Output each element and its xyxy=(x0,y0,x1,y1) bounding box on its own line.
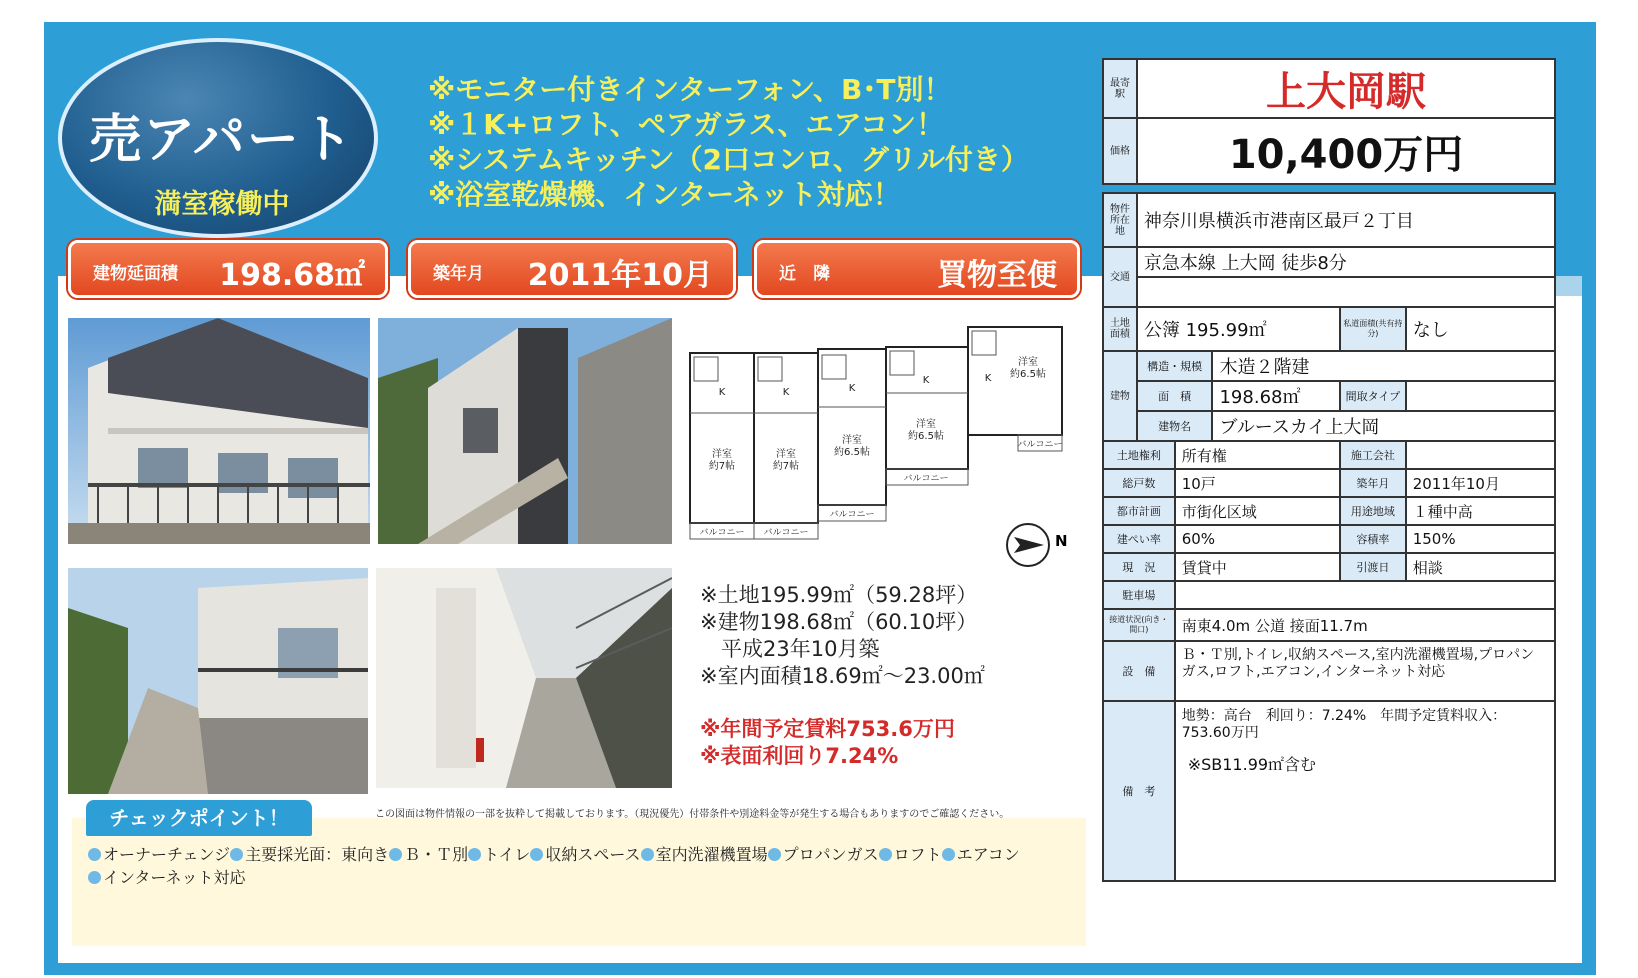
checkpoint-title: チェックポイント！ xyxy=(86,800,312,836)
compass-north-label: N xyxy=(1055,532,1068,550)
spec-item: 平成23年10月築 xyxy=(700,637,880,661)
private-road-label: 私道面積(共有持分) xyxy=(1340,307,1406,351)
room-size: 約7帖 xyxy=(772,461,800,472)
built-label: 築年月 xyxy=(1340,469,1406,497)
building-name-value: ブルースカイ上大岡 xyxy=(1212,411,1555,441)
land-rights-value: 所有権 xyxy=(1175,441,1340,469)
handover-label: 引渡日 xyxy=(1340,553,1406,581)
transport-extra xyxy=(1137,277,1555,307)
price-value: 10,400万円 xyxy=(1137,118,1555,184)
balcony-label: バルコニー xyxy=(829,510,875,520)
highlight-built xyxy=(408,240,736,298)
balcony-label: バルコニー xyxy=(1017,440,1063,450)
highlight-label: 築年月 xyxy=(433,264,484,284)
city-plan-label: 都市計画 xyxy=(1103,497,1175,525)
equipment-value: Ｂ・Ｔ別,トイレ,収納スペース,室内洗濯機置場,プロパンガス,ロフト,エアコン,インターネット対応 xyxy=(1175,641,1555,701)
checkpoint-item: インターネット対応 xyxy=(103,868,246,887)
checkpoint-item: オーナーチェンジ xyxy=(103,845,231,864)
transport-value: 京急本線 上大岡 徒歩8分 xyxy=(1137,247,1555,277)
checkpoint-item: 室内洗濯機置場 xyxy=(655,845,768,864)
nearest-station: 上大岡駅 xyxy=(1137,59,1555,118)
equipment-label: 設 備 xyxy=(1103,641,1175,701)
area-label: 面 積 xyxy=(1137,381,1213,411)
far-value: 150% xyxy=(1406,525,1555,553)
room-size: 約6.5帖 xyxy=(834,447,870,458)
land-area-label: 土地面積 xyxy=(1103,307,1137,351)
checkpoint-items xyxy=(88,843,1078,889)
compass-icon xyxy=(1006,523,1050,567)
balcony-label: バルコニー xyxy=(903,474,949,484)
corridor-photo xyxy=(376,568,672,788)
layout-type-label: 間取タイプ xyxy=(1340,381,1406,411)
building-name-label: 建物名 xyxy=(1137,411,1213,441)
price-label: 価格 xyxy=(1103,118,1137,184)
units-value: 10戸 xyxy=(1175,469,1340,497)
checkpoint-item: 収納スペース xyxy=(545,845,641,864)
remarks-line: ※SB11.99㎡含む xyxy=(1187,755,1317,774)
zoning-value: １種中高 xyxy=(1406,497,1555,525)
structure-value: 木造２階建 xyxy=(1212,351,1555,381)
room-label: 洋室 xyxy=(712,449,732,460)
right-border xyxy=(1582,22,1596,975)
road-label: 接道状況(向き・間口) xyxy=(1103,609,1175,641)
builder-value xyxy=(1406,441,1555,469)
spec-item: ※土地195.99㎡（59.28坪） xyxy=(700,583,978,607)
highlight-label: 近 隣 xyxy=(779,264,830,284)
summary-table xyxy=(1102,58,1556,185)
layout-type-value xyxy=(1406,381,1555,411)
built-value: 2011年10月 xyxy=(1406,469,1555,497)
feature-item: ※モニター付きインターフォン、B･T別！ xyxy=(428,73,952,106)
room-label: 洋室 xyxy=(1018,357,1038,368)
handover-value: 相談 xyxy=(1406,553,1555,581)
balcony-label: バルコニー xyxy=(763,528,809,538)
details-table xyxy=(1102,192,1556,882)
building-label: 建物 xyxy=(1103,351,1137,441)
checkpoint-item: プロパンガス xyxy=(782,845,879,864)
location-value: 神奈川県横浜市港南区最戸２丁目 xyxy=(1137,193,1555,247)
feature-item: ※１K+ロフト、ペアガラス、エアコン！ xyxy=(428,108,945,141)
balcony-label: バルコニー xyxy=(699,528,745,538)
feature-list xyxy=(428,72,1029,212)
spec-list xyxy=(700,582,985,690)
checkpoint-item: ロフト xyxy=(893,845,942,864)
location-label: 物件所在地 xyxy=(1103,193,1137,247)
checkpoint-item: 主要採光面：東向き xyxy=(245,845,390,864)
bullet-icon xyxy=(88,871,101,884)
status-value: 賃貸中 xyxy=(1175,553,1340,581)
spec-item: ※室内面積18.69㎡～23.00㎡ xyxy=(700,664,985,688)
floor-plan xyxy=(688,325,1108,550)
private-road-value: なし xyxy=(1406,307,1555,351)
land-rights-label: 土地権利 xyxy=(1103,441,1175,469)
building-side-photo xyxy=(378,318,672,544)
far-label: 容積率 xyxy=(1340,525,1406,553)
stairway-photo xyxy=(68,568,368,794)
highlight-value: 2011年10月 xyxy=(527,258,713,293)
remarks-cell xyxy=(1175,701,1555,881)
bullet-icon xyxy=(389,848,402,861)
kitchen-label: K xyxy=(984,373,992,384)
highlight-label: 建物延面積 xyxy=(93,264,178,284)
station-label: 最寄駅 xyxy=(1103,59,1137,118)
bottom-border xyxy=(44,963,1596,975)
bullet-icon xyxy=(768,848,781,861)
highlight-value: 買物至便 xyxy=(937,258,1057,293)
feature-item: ※システムキッチン（2口コンロ、グリル付き） xyxy=(428,143,1029,176)
room-size: 約7帖 xyxy=(708,461,736,472)
yield-item: ※年間予定賃料753.6万円 xyxy=(700,717,955,741)
area-value: 198.68㎡ xyxy=(1212,381,1340,411)
bullet-icon xyxy=(230,848,243,861)
kitchen-label: K xyxy=(922,375,930,386)
structure-label: 構造・規模 xyxy=(1137,351,1213,381)
highlight-neighborhood xyxy=(754,240,1080,298)
coverage-value: 60% xyxy=(1175,525,1340,553)
room-size: 約6.5帖 xyxy=(1010,369,1046,380)
highlight-value: 198.68㎡ xyxy=(219,258,365,293)
parking-label: 駐車場 xyxy=(1103,581,1175,609)
bullet-icon xyxy=(879,848,892,861)
parking-value xyxy=(1175,581,1555,609)
badge-title: 売アパート xyxy=(89,110,355,170)
room-label: 洋室 xyxy=(842,435,862,446)
units-label: 総戸数 xyxy=(1103,469,1175,497)
room-label: 洋室 xyxy=(776,449,796,460)
kitchen-label: K xyxy=(718,387,726,398)
kitchen-label: K xyxy=(848,383,856,394)
zoning-label: 用途地域 xyxy=(1340,497,1406,525)
builder-label: 施工会社 xyxy=(1340,441,1406,469)
status-label: 現 況 xyxy=(1103,553,1175,581)
yield-list xyxy=(700,716,955,770)
badge-subtitle: 満室稼働中 xyxy=(154,189,290,220)
feature-item: ※浴室乾燥機、インターネット対応！ xyxy=(428,178,901,211)
city-plan-value: 市街化区域 xyxy=(1175,497,1340,525)
disclaimer-note: この図面は物件情報の一部を抜粋して掲載しております。（現況優先）付帯条件や別途料金等が発生する場合もありますのでご確認ください。 xyxy=(375,809,1010,820)
road-value: 南東4.0m 公道 接面11.7m xyxy=(1175,609,1555,641)
room-size: 約6.5帖 xyxy=(908,431,944,442)
checkpoint-item: エアコン xyxy=(956,845,1020,864)
checkpoint-item: Ｂ・Ｔ別 xyxy=(404,845,469,864)
spec-item: ※建物198.68㎡（60.10坪） xyxy=(700,610,978,634)
building-front-photo xyxy=(68,318,370,544)
bullet-icon xyxy=(942,848,955,861)
remarks-label: 備 考 xyxy=(1103,701,1175,881)
bullet-icon xyxy=(530,848,543,861)
sale-badge xyxy=(58,38,378,238)
checkpoint-item: トイレ xyxy=(483,845,531,864)
transport-label: 交通 xyxy=(1103,247,1137,307)
bullet-icon xyxy=(641,848,654,861)
kitchen-label: K xyxy=(782,387,790,398)
remarks-line: 地勢：高台 利回り：7.24% 年間予定賃料収入：753.60万円 xyxy=(1181,708,1507,741)
bullet-icon xyxy=(88,848,101,861)
room-label: 洋室 xyxy=(916,419,936,430)
left-border xyxy=(44,22,58,975)
bullet-icon xyxy=(468,848,481,861)
yield-item: ※表面利回り7.24% xyxy=(700,744,899,768)
highlight-floor-area xyxy=(68,240,388,298)
land-area-value: 公簿 195.99㎡ xyxy=(1137,307,1340,351)
coverage-label: 建ぺい率 xyxy=(1103,525,1175,553)
